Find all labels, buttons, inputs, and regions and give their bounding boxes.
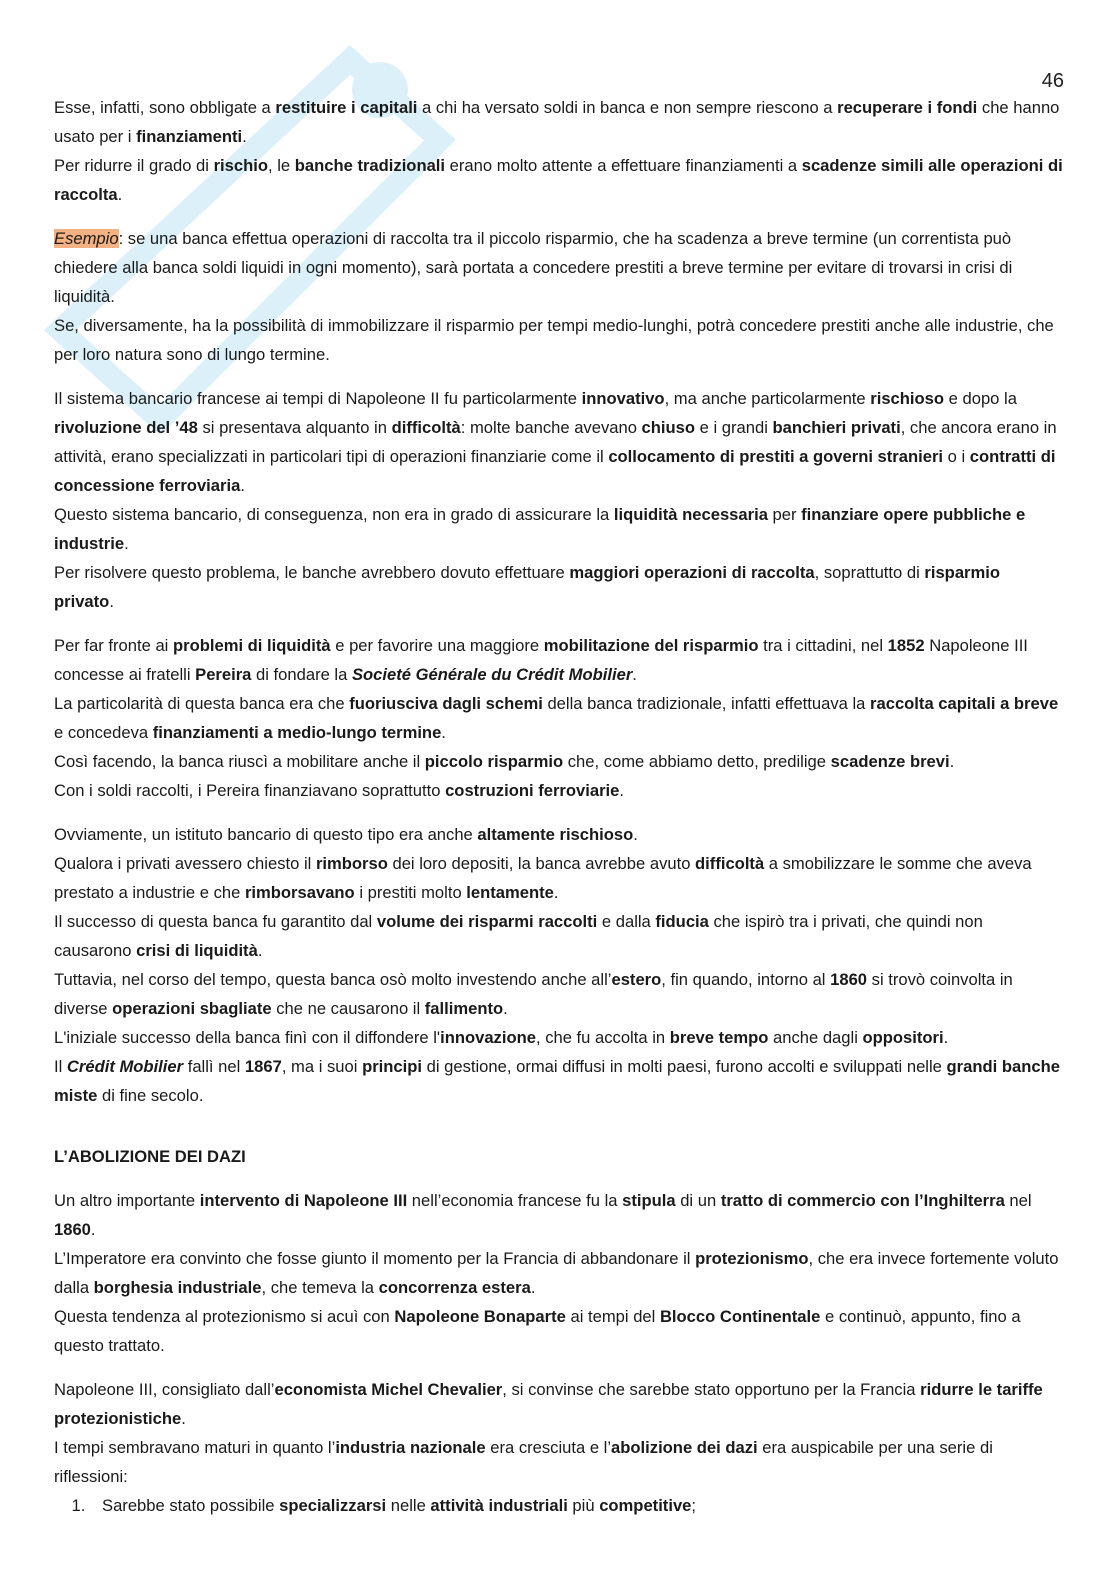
bold-text: fiducia — [655, 912, 709, 931]
section-heading: L’ABOLIZIONE DEI DAZI — [54, 1147, 246, 1166]
numbered-list — [54, 1491, 1064, 1520]
bold-text: rimborso — [315, 854, 388, 873]
spacer — [54, 209, 1064, 224]
bold-text: grandi banche miste — [54, 1057, 1060, 1105]
bold-text: difficoltà — [695, 854, 765, 873]
paragraph: Questa tendenza al protezionismo si acuì con Napoleone Bonaparte ai tempi del Blocco Continentale e continuò, appunto, fino a questo trattato. — [54, 1307, 1021, 1355]
bold-text: scadenze simili alle operazioni di raccolta — [54, 156, 1063, 204]
bold-italic-text: Societé Générale du Crédit Mobilier — [351, 665, 633, 684]
bold-text: contratti di concessione ferroviaria — [54, 447, 1056, 495]
bold-text: rivoluzione del ’48 — [54, 418, 198, 437]
bold-text: rimborsavano — [244, 883, 355, 902]
highlighted-label: Esempio — [54, 229, 119, 248]
bold-text: recuperare i fondi — [837, 98, 978, 117]
bold-text: principi — [362, 1057, 422, 1076]
bold-text: Blocco Continentale — [659, 1307, 821, 1326]
bold-text: concorrenza estera — [378, 1278, 531, 1297]
paragraph: Per risolvere questo problema, le banche avrebbero dovuto effettuare maggiori operazioni di raccolta, soprattutto di risparmio privato. — [54, 563, 1001, 611]
bold-text: borghesia industriale — [93, 1278, 262, 1297]
bold-text: volume dei risparmi raccolti — [376, 912, 598, 931]
document-body — [54, 93, 1064, 1520]
bold-text: lentamente — [466, 883, 554, 902]
bold-text: attività industriali — [430, 1496, 568, 1515]
bold-text: Pereira — [195, 665, 252, 684]
paragraph: L’Imperatore era convinto che fosse giunto il momento per la Francia di abbandonare il protezionismo, che era invece fortemente voluto dalla borghesia industriale, che temeva la concorrenza estera. — [54, 1249, 1059, 1297]
paragraph: Tuttavia, nel corso del tempo, questa banca osò molto investendo anche all’estero, fin quando, intorno al 1860 si trovò coinvolta in diverse operazioni sbagliate che ne causarono il fallimento. — [54, 970, 1013, 1018]
bold-text: economista Michel Chevalier — [274, 1380, 503, 1399]
paragraph: Il sistema bancario francese ai tempi di Napoleone II fu particolarmente innovativo, ma anche particolarmente rischioso e dopo la rivoluzione del ’48 si presentava alquanto in difficoltà: molte banche avevano chiuso e i grandi banchieri privati, che ancora erano in attività, erano specializzati in particolari tipi di operazioni finanziarie come il collocamento di prestiti a governi stranieri o i contratti di concessione ferroviaria. — [54, 389, 1057, 495]
bold-text: competitive — [599, 1496, 692, 1515]
paragraph: Con i soldi raccolti, i Pereira finanziavano soprattutto costruzioni ferroviarie. — [54, 781, 624, 800]
bold-text: banche tradizionali — [294, 156, 446, 175]
bold-text: industria nazionale — [335, 1438, 486, 1457]
bold-text: stipula — [622, 1191, 676, 1210]
spacer — [54, 1360, 1064, 1375]
bold-text: Napoleone Bonaparte — [394, 1307, 566, 1326]
bold-text: innovazione — [440, 1028, 536, 1047]
bold-text: 1852 — [887, 636, 925, 655]
bold-text: specializzarsi — [279, 1496, 387, 1515]
bold-text: 1860 — [54, 1220, 91, 1239]
bold-text: operazioni sbagliate — [112, 999, 272, 1018]
bold-text: collocamento di prestiti a governi stranieri — [608, 447, 944, 466]
bold-text: problemi di liquidità — [172, 636, 331, 655]
bold-text: 1860 — [830, 970, 868, 989]
paragraph: La particolarità di questa banca era che fuoriusciva dagli schemi della banca tradizionale, infatti effettuava la raccolta capitali a breve e concedeva finanziamenti a medio-lungo termine. — [54, 694, 1059, 742]
bold-text: maggiori operazioni di raccolta — [569, 563, 815, 582]
bold-text: finanziamenti — [136, 127, 243, 146]
bold-text: rischioso — [870, 389, 945, 408]
bold-text: chiuso — [641, 418, 696, 437]
bold-text: innovativo — [581, 389, 665, 408]
bold-text: ridurre le tariffe protezionistiche — [54, 1380, 1043, 1428]
list-item: 1. Sarebbe stato possibile specializzarsi nelle attività industriali più competitive; — [90, 1491, 1064, 1520]
bold-italic-text: Crédit Mobilier — [66, 1057, 184, 1076]
bold-text: tratto di commercio con l’Inghilterra — [720, 1191, 1005, 1210]
bold-text: abolizione dei dazi — [611, 1438, 758, 1457]
bold-text: risparmio privato — [54, 563, 1001, 611]
paragraph: Un altro importante intervento di Napoleone III nell’economia francese fu la stipula di un tratto di commercio con l’Inghilterra nel 1860. — [54, 1191, 1032, 1239]
bold-text: scadenze brevi — [830, 752, 950, 771]
bold-text: restituire i capitali — [275, 98, 418, 117]
page-number: 46 — [1041, 70, 1064, 92]
paragraph: Ovviamente, un istituto bancario di questo tipo era anche altamente rischioso. — [54, 825, 638, 844]
paragraph: Il Crédit Mobilier fallì nel 1867, ma i suoi principi di gestione, ormai diffusi in molti paesi, furono accolti e sviluppati nelle grandi banche miste di fine secolo. — [54, 1057, 1060, 1105]
bold-text: fallimento — [424, 999, 504, 1018]
paragraph: Questo sistema bancario, di conseguenza, non era in grado di assicurare la liquidità necessaria per finanziare opere pubbliche e industrie. — [54, 505, 1026, 553]
spacer — [54, 616, 1064, 631]
bold-text: rischio — [213, 156, 268, 175]
bold-text: costruzioni ferroviarie — [445, 781, 620, 800]
bold-text: raccolta capitali a breve — [870, 694, 1059, 713]
bold-text: oppositori — [862, 1028, 944, 1047]
paragraph: I tempi sembravano maturi in quanto l’industria nazionale era cresciuta e l’abolizione dei dazi era auspicabile per una serie di riflessioni: — [54, 1438, 993, 1486]
bold-text: finanziare opere pubbliche e industrie — [54, 505, 1026, 553]
bold-text: banchieri privati — [772, 418, 901, 437]
paragraph: Esempio: se una banca effettua operazioni di raccolta tra il piccolo risparmio, che ha scadenza a breve termine (un correntista può chiedere alla banca soldi liquidi in ogni momento), sarà portata a concedere prestiti a breve termine per evitare di trovarsi in crisi di liquidità. — [54, 229, 1013, 306]
bold-text: crisi di liquidità — [136, 941, 258, 960]
paragraph: Per far fronte ai problemi di liquidità e per favorire una maggiore mobilitazione del risparmio tra i cittadini, nel 1852 Napoleone III concesse ai fratelli Pereira di fondare la Societé Générale du Crédit Mobilier. — [54, 636, 1028, 684]
paragraph: Qualora i privati avessero chiesto il rimborso dei loro depositi, la banca avrebbe avuto difficoltà a smobilizzare le somme che aveva prestato a industrie e che rimborsavano i prestiti molto lentamente. — [54, 854, 1032, 902]
bold-text: altamente rischioso — [477, 825, 634, 844]
spacer — [54, 369, 1064, 384]
paragraph: Così facendo, la banca riuscì a mobilitare anche il piccolo risparmio che, come abbiamo detto, predilige scadenze brevi. — [54, 752, 955, 771]
bold-text: 1867 — [244, 1057, 282, 1076]
bold-text: mobilitazione del risparmio — [543, 636, 759, 655]
bold-text: piccolo risparmio — [424, 752, 564, 771]
bold-text: finanziamenti a medio-lungo termine — [152, 723, 442, 742]
paragraph: Esse, infatti, sono obbligate a restituire i capitali a chi ha versato soldi in banca e non sempre riescono a recuperare i fondi che hanno usato per i finanziamenti. — [54, 98, 1060, 146]
bold-text: protezionismo — [695, 1249, 809, 1268]
paragraph: Per ridurre il grado di rischio, le banche tradizionali erano molto attente a effettuare finanziamenti a scadenze simili alle operazioni di raccolta. — [54, 156, 1063, 204]
bold-text: intervento di Napoleone III — [199, 1191, 408, 1210]
spacer — [54, 1171, 1064, 1186]
paragraph: Napoleone III, consigliato dall’economista Michel Chevalier, si convinse che sarebbe stato opportuno per la Francia ridurre le tariffe protezionistiche. — [54, 1380, 1043, 1428]
paragraph: Il successo di questa banca fu garantito dal volume dei risparmi raccolti e dalla fiducia che ispirò tra i privati, che quindi non causarono crisi di liquidità. — [54, 912, 983, 960]
paragraph: Se, diversamente, ha la possibilità di immobilizzare il risparmio per tempi medio-lunghi, potrà concedere prestiti anche alle industrie, che per loro natura sono di lungo termine. — [54, 316, 1054, 364]
bold-text: fuoriusciva dagli schemi — [349, 694, 543, 713]
spacer — [54, 1110, 1064, 1142]
bold-text: breve tempo — [669, 1028, 769, 1047]
bold-text: difficoltà — [391, 418, 461, 437]
bold-text: liquidità necessaria — [613, 505, 768, 524]
spacer — [54, 805, 1064, 820]
bold-text: estero — [611, 970, 662, 989]
paragraph: L'iniziale successo della banca finì con il diffondere l'innovazione, che fu accolta in breve tempo anche dagli oppositori. — [54, 1028, 949, 1047]
